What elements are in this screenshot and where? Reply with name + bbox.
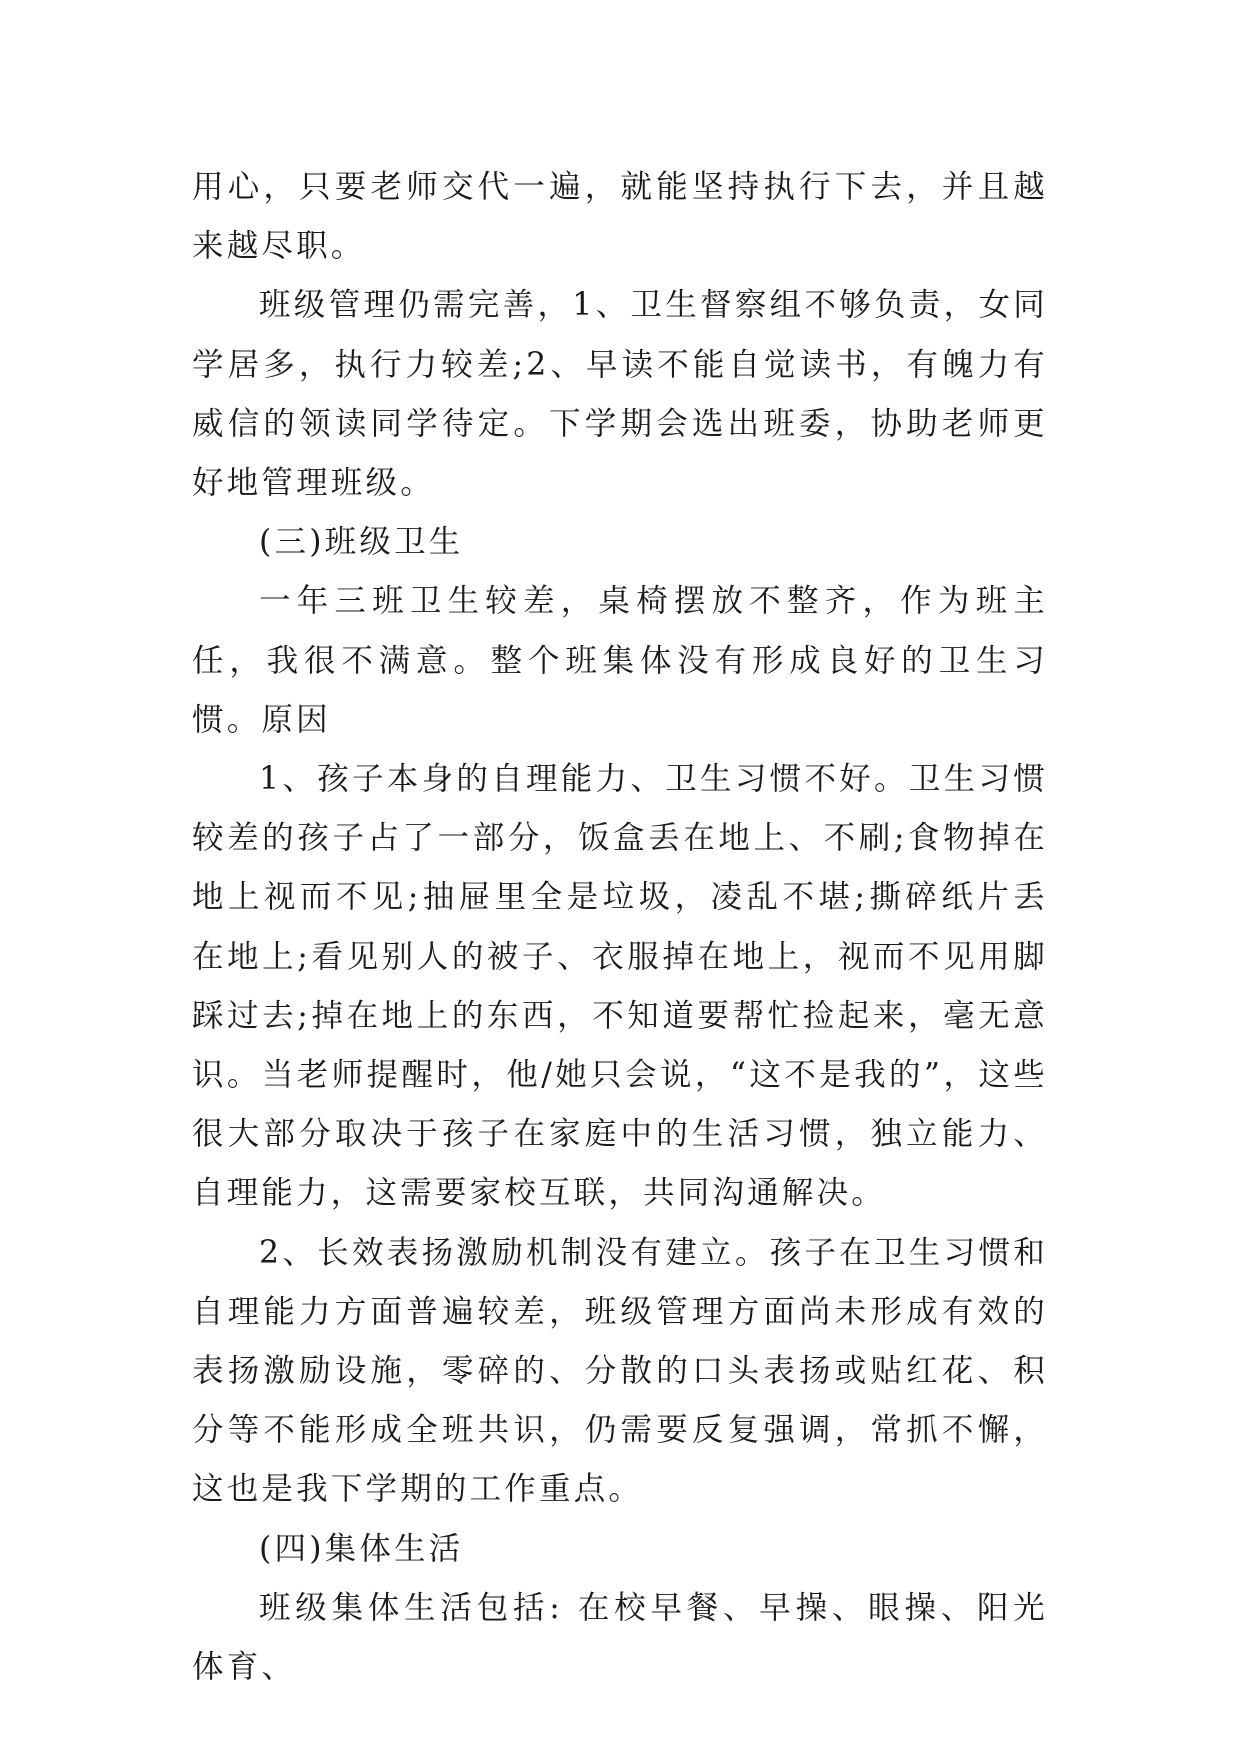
paragraph-collective-life: 班级集体生活包括: 在校早餐、早操、眼操、阳光体育、 <box>192 1589 1048 1686</box>
section-heading-hygiene: (三)班级卫生 <box>259 524 464 561</box>
paragraph-class-management: 班级管理仍需完善，1、卫生督察组不够负责，女同学居多，执行力较差;2、早读不能自觉读书，有魄力有威信的领读同学待定。下学期会选出班委，协助老师更好地管理班级。 <box>192 287 1048 502</box>
paragraph-hygiene-reason-1: 1、孩子本身的自理能力、卫生习惯不好。卫生习惯较差的孩子占了一部分，饭盒丢在地上、不刷;食物掉在地上视而不见;抽屉里全是垃圾，凌乱不堪;撕碎纸片丢在地上;看见别人的被子、衣服掉在地上，视而不见用脚踩过去;掉在地上的东西，不知道要帮忙捡起来，毫无意识。当老师提醒时，他/她只会说，“这不是我的”，这些很大部分取决于孩子在家庭中的生活习惯，独立能力、自理能力，这需要家校互联，共同沟通解决。 <box>192 761 1048 1212</box>
paragraph-hygiene-reason-2: 2、长效表扬激励机制没有建立。孩子在卫生习惯和自理能力方面普遍较差，班级管理方面尚未形成有效的表扬激励设施，零碎的、分散的口头表扬或贴红花、积分等不能形成全班共识，仍需要反复强调，常抓不懈，这也是我下学期的工作重点。 <box>192 1234 1048 1508</box>
section-heading-collective-life: (四)集体生活 <box>259 1530 464 1567</box>
paragraph-hygiene-overview: 一年三班卫生较差，桌椅摆放不整齐，作为班主任，我很不满意。整个班集体没有形成良好的卫生习惯。原因 <box>192 583 1048 738</box>
paragraph-continuation: 用心，只要老师交代一遍，就能坚持执行下去，并且越来越尽职。 <box>192 169 1048 265</box>
document-page <box>192 158 1048 1697</box>
